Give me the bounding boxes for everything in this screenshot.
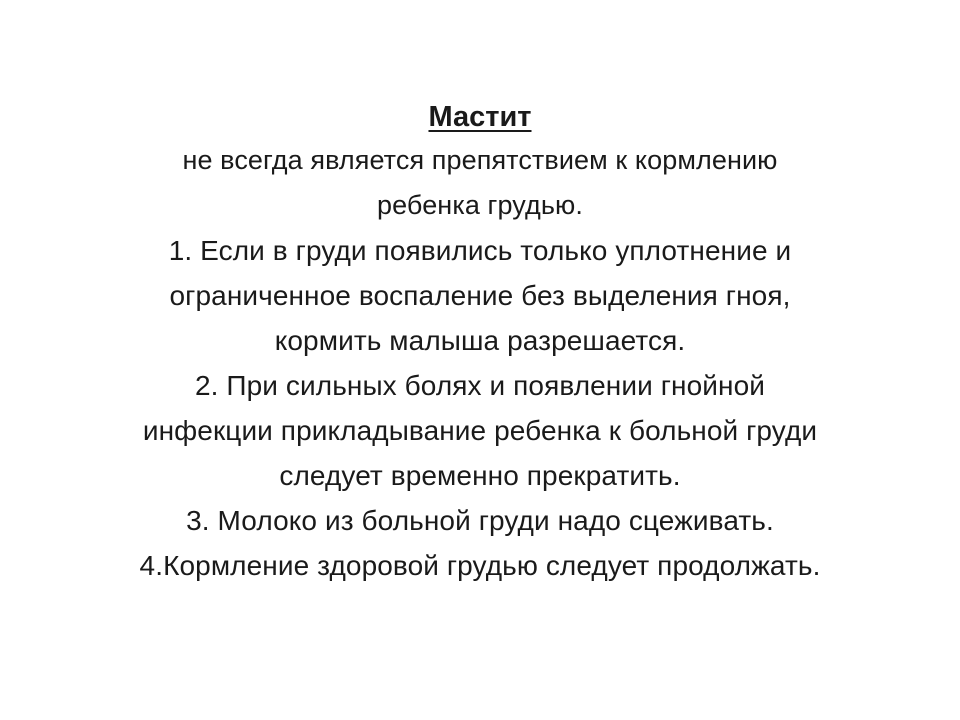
text-line: 4.Кормление здоровой грудью следует продолжать. bbox=[139, 550, 821, 581]
text-line: ребенка грудью. bbox=[377, 190, 583, 220]
text-line: 2. При сильных болях и появлении гнойной bbox=[194, 370, 765, 401]
slide-title: Мастит bbox=[428, 101, 532, 133]
text-line: инфекции прикладывание ребенка к больной груди bbox=[142, 415, 818, 446]
text-line: следует временно прекратить. bbox=[279, 460, 681, 491]
text-line: не всегда является препятствием к кормлению bbox=[182, 145, 778, 175]
text-line: 3. Молоко из больной груди надо сцеживать. bbox=[186, 505, 774, 536]
text-line: ограниченное воспаление без выделения гноя, bbox=[169, 280, 791, 311]
text-line: 1. Если в груди появились только уплотнение и bbox=[168, 235, 792, 266]
text-line: кормить малыша разрешается. bbox=[274, 325, 686, 356]
slide-content bbox=[40, 96, 920, 588]
